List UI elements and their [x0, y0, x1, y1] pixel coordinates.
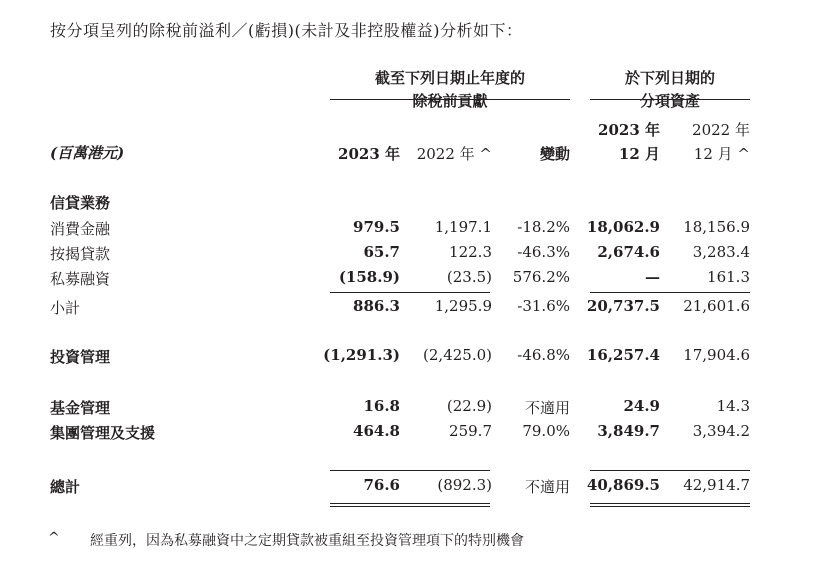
total-rule-2 — [590, 470, 750, 471]
row-label: 私募融資 — [50, 270, 111, 288]
footnote-text: 經重列，因為私募融資中之定期貸款被重組至投資管理項下的特別機會 — [90, 533, 524, 549]
col-dec-2023-line1: 2023 年 — [598, 121, 660, 139]
section-credit: 信貸業務 — [50, 194, 111, 212]
row-label: 投資管理 — [50, 348, 111, 366]
double-rule-bottom-2 — [590, 506, 750, 507]
col-dec-2023-line2: 12 月 — [618, 145, 660, 163]
row-label: 總計 — [50, 478, 81, 496]
cell-assets-2023: 3,849.7 — [597, 422, 660, 440]
cell-2023: (1,291.3) — [323, 346, 400, 364]
row-private-financing — [0, 268, 819, 292]
cell-assets-2022: 14.3 — [716, 397, 750, 415]
contribution-header-line1: 截至下列日期止年度的 — [374, 69, 525, 87]
cell-2022: (892.3) — [437, 476, 492, 494]
cell-2022: 1,295.9 — [434, 297, 492, 315]
row-label: 消費金融 — [50, 220, 111, 238]
cell-change: -46.8% — [517, 346, 570, 364]
col-2023: 2023 年 — [338, 145, 400, 163]
assets-header-line2: 分項資產 — [639, 92, 700, 110]
subtotal-rule-1 — [330, 292, 490, 293]
cell-2023: 464.8 — [353, 422, 400, 440]
cell-assets-2022: 17,904.6 — [683, 346, 750, 364]
cell-2022: 259.7 — [449, 422, 492, 440]
cell-2022: (23.5) — [446, 268, 492, 286]
cell-2022: 122.3 — [449, 243, 492, 261]
cell-assets-2022: 3,394.2 — [692, 422, 750, 440]
cell-assets-2022: 161.3 — [707, 268, 750, 286]
double-rule-bottom-1 — [330, 506, 490, 507]
row-label: 小計 — [50, 299, 81, 317]
contribution-header — [330, 67, 570, 113]
cell-change: -18.2% — [517, 218, 570, 236]
cell-2023: 979.5 — [353, 218, 400, 236]
col-dec-2022-line1: 2022 年 — [692, 121, 750, 139]
cell-assets-2023: 18,062.9 — [586, 218, 660, 236]
row-fund-management — [0, 397, 819, 421]
cell-assets-2023: 40,869.5 — [586, 476, 660, 494]
cell-change: -31.6% — [517, 297, 570, 315]
cell-change: 79.0% — [522, 422, 570, 440]
cell-assets-2022: 18,156.9 — [683, 218, 750, 236]
col-dec-2023 — [570, 118, 660, 166]
row-label: 集團管理及支援 — [50, 424, 156, 442]
unit-label: (百萬港元) — [50, 144, 125, 162]
row-label: 按揭貸款 — [50, 245, 111, 263]
intro-text: 按分項呈列的除稅前溢利／(虧損)(未計及非控股權益)分析如下： — [50, 21, 523, 40]
cell-change: 不適用 — [524, 478, 570, 496]
cell-2022: (22.9) — [446, 397, 492, 415]
col-dec-2022 — [660, 118, 750, 166]
double-rule-top-2 — [590, 503, 750, 504]
subtotal-rule-2 — [590, 292, 750, 293]
row-consumer-finance — [0, 218, 819, 242]
cell-assets-2022: 42,914.7 — [683, 476, 750, 494]
cell-2023: 65.7 — [363, 243, 400, 261]
row-investment-management — [0, 346, 819, 370]
header-rule-1 — [330, 99, 570, 100]
cell-change: 不適用 — [524, 399, 570, 417]
row-mortgage — [0, 243, 819, 267]
cell-2022: 1,197.1 — [434, 218, 492, 236]
header-rule-2 — [590, 99, 750, 100]
cell-assets-2023: 20,737.5 — [586, 297, 660, 315]
cell-2022: (2,425.0) — [423, 346, 492, 364]
cell-change: -46.3% — [517, 243, 570, 261]
cell-2023: 16.8 — [363, 397, 400, 415]
cell-assets-2023: 24.9 — [623, 397, 660, 415]
cell-assets-2023: 2,674.6 — [597, 243, 660, 261]
assets-header-line1: 於下列日期的 — [624, 69, 715, 87]
total-rule-1 — [330, 470, 490, 471]
cell-assets-2022: 3,283.4 — [692, 243, 750, 261]
footnote-mark: ^ — [48, 530, 60, 546]
cell-2023: 76.6 — [363, 476, 400, 494]
double-rule-top-1 — [330, 503, 490, 504]
cell-2023: (158.9) — [338, 268, 400, 286]
col-2022: 2022 年 ^ — [416, 145, 492, 163]
row-total — [0, 476, 819, 500]
cell-assets-2022: 21,601.6 — [683, 297, 750, 315]
cell-assets-2023: — — [645, 268, 660, 286]
row-group-management — [0, 422, 819, 446]
col-change: 變動 — [539, 145, 570, 163]
row-label: 基金管理 — [50, 399, 111, 417]
assets-header — [590, 67, 750, 113]
contribution-header-line2: 除稅前貢獻 — [412, 92, 488, 110]
cell-change: 576.2% — [512, 268, 570, 286]
cell-assets-2023: 16,257.4 — [586, 346, 660, 364]
cell-2023: 886.3 — [353, 297, 400, 315]
row-subtotal — [0, 297, 819, 321]
col-dec-2022-line2: 12 月 ^ — [693, 145, 750, 163]
